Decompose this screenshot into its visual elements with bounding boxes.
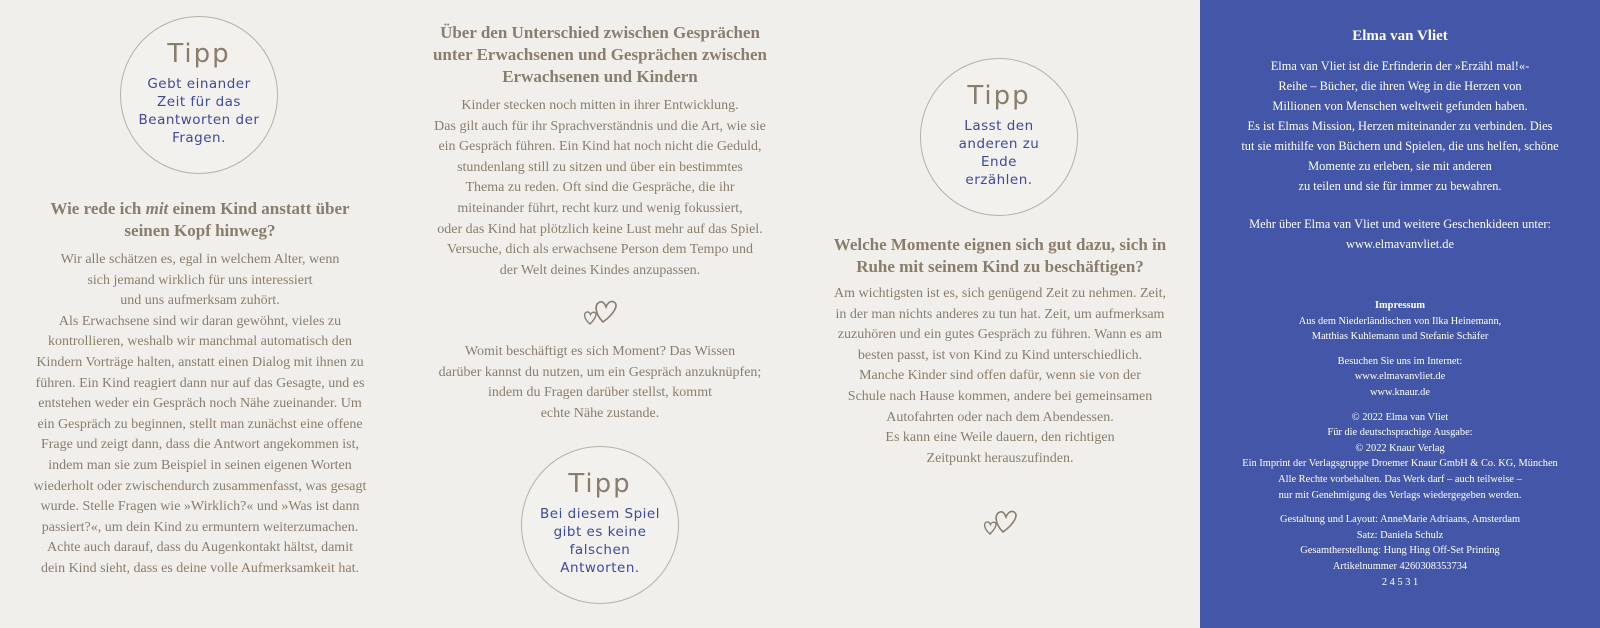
internet-links: Besuchen Sie uns im Internet: www.elmavanvliet.de www.knaur.de <box>1337 355 1463 398</box>
impressum-title: Impressum <box>1374 300 1426 311</box>
panel-2 <box>400 0 800 628</box>
hearts-icon <box>576 294 624 334</box>
tip-circle <box>920 58 1078 216</box>
panel-1 <box>0 0 400 628</box>
tip-circle <box>120 16 278 174</box>
heading-part: einem Kind anstatt über seinen Kopf hinweg? <box>124 199 350 240</box>
author-panel <box>1200 0 1600 628</box>
body-text: Wir alle schätzen es, egal in welchem Alter, wenn sich jemand wirklich für uns interessiert und uns aufmerksam zuhört. Als Erwachsene sind wir daran gewöhnt, vieles zu kontrollieren, weshalb wir manchmal automatisch den Kindern Vorträge halten, anstatt einen Dialog mit ihnen zu führen. Ein Kind reagiert dann nur auf das Gesagte, und es entstehen weder ein Gespräch noch Nähe zueinander. Um ein Gespräch zu beginnen, stellt man zunächst eine offene Frage und zeigt dann, dass die Antwort angekommen ist, indem man sie zum Beispiel in seinen eigenen Worten wiederholt oder zwischendurch zusammenfasst, was gesagt wurde. Stelle Fragen wie »Wirklich?« und »Was ist dann passiert?«, um dein Kind zu ermuntern weiterzumachen. Achte auch darauf, dass du Augenkontakt hältst, damit dein Kind sieht, dass es deine volle Aufmerksamkeit hat. <box>33 252 367 576</box>
tip-text: Bei diesem Spiel gibt es keine falschen Antworten. <box>540 506 660 576</box>
heading-part: Wie rede ich <box>50 199 146 218</box>
translation-credit: Aus dem Niederländischen von Ilka Heinemann, Matthias Kuhlemann und Stefanie Schäfer <box>1298 315 1502 343</box>
tip-circle <box>521 446 679 604</box>
more-info: Mehr über Elma van Vliet und weitere Geschenkideen unter: www.elmavanvliet.de <box>1249 217 1551 251</box>
section-heading: Über den Unterschied zwischen Gesprächen unter Erwachsenen und Gesprächen zwischen Erwachsenen und Kindern <box>432 23 768 86</box>
body-text: Womit beschäftigt es sich Moment? Das Wissen darüber kannst du nutzen, um ein Gespräch anzuknüpfen; indem du Fragen darüber stellst, kommt echte Nähe zustande. <box>438 344 762 421</box>
body-text: Kinder stecken noch mitten in ihrer Entwicklung. Das gilt auch für ihr Sprachverständnis und die Art, wie sie ein Gespräch führen. Ein Kind hat noch nicht die Geduld, stundenlang still zu sitzen und über ein bestimmtes Thema zu reden. Oft sind die Gespräche, die ihr miteinander führt, recht kurz und wenig fokussiert, oder das Kind hat plötzlich keine Lust mehr auf das Spiel. Versuche, dich als erwachsene Person dem Tempo und der Welt deines Kindes anzupassen. <box>434 98 766 278</box>
production-credits: Gestaltung und Layout: AnneMarie Adriaans, Amsterdam Satz: Daniela Schulz Gesamtherstellung: Hung Hing Off-Set Printing Artikelnummer 4260308353734 2 4 5 3 1 <box>1279 514 1521 588</box>
section-heading: Welche Momente eignen sich gut dazu, sich in Ruhe mit seinem Kind zu beschäftigen? <box>833 235 1167 276</box>
author-name: Elma van Vliet <box>1352 28 1448 44</box>
copyright-block: © 2022 Elma van Vliet Für die deutschsprachige Ausgabe: © 2022 Knaur Verlag Ein Imprint der Verlagsgruppe Droemer Knaur GmbH & Co. KG, München Alle Rechte vorbehalten. Das Werk darf – auch teilweise – nur mit Genehmigung des Verlags wiedergegeben werden. <box>1242 411 1558 501</box>
tip-title: Tipp <box>967 81 1031 111</box>
section-heading <box>40 198 360 242</box>
body-text: Am wichtigsten ist es, sich genügend Zeit zu nehmen. Zeit, in der man nichts anderes zu tun hat. Zeit, um aufmerksam zuzuhören und ein gutes Gespräch zu führen. Wann es am besten passt, ist von Kind zu Kind unterschiedlich. Manche Kinder sind offen dafür, wenn sie von der Schule nach Hause kommen, andere bei gemeinsamen Autofahrten oder nach dem Abendessen. Es kann eine Weile dauern, den richtigen Zeitpunkt herauszufinden. <box>833 286 1167 466</box>
tip-title: Tipp <box>167 39 231 69</box>
tip-text: Lasst den anderen zu Ende erzählen. <box>958 118 1040 188</box>
tip-title: Tipp <box>568 469 632 499</box>
heading-emphasis: mit <box>145 199 169 218</box>
impressum <box>1200 298 1600 590</box>
tip-text: Gebt einander Zeit für das Beantworten der Fragen. <box>138 76 260 146</box>
hearts-icon <box>976 504 1024 544</box>
panel-3 <box>800 0 1200 628</box>
author-bio: Elma van Vliet ist die Erfinderin der »Erzähl mal!«- Reihe – Bücher, die ihren Weg in die Herzen von Millionen von Menschen weltweit gefunden haben. Es ist Elmas Mission, Herzen miteinander zu verbinden. Dies tut sie mithilfe von Büchern und Spielen, die uns helfen, schöne Momente zu erleben, sie mit anderen zu teilen und sie für immer zu bewahren. <box>1241 59 1559 193</box>
